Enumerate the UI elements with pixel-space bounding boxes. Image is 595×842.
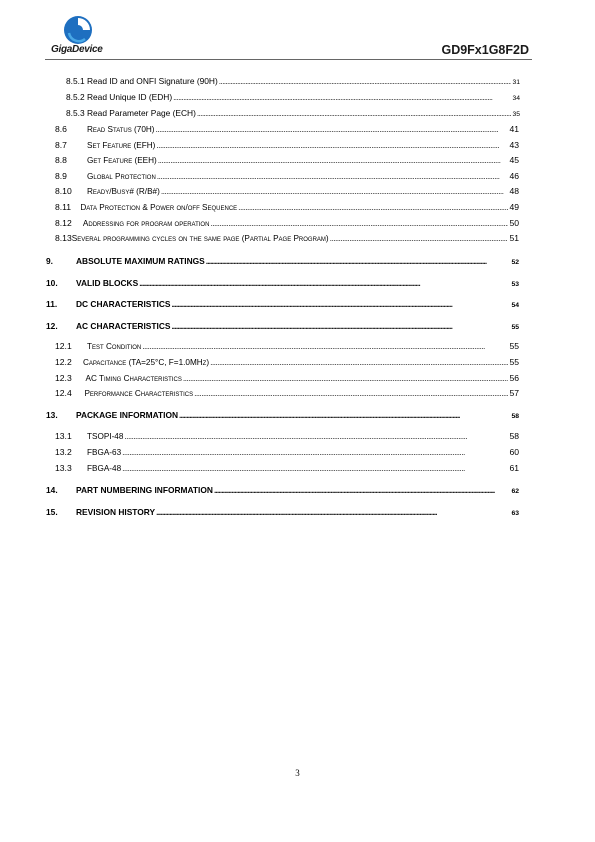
toc-entry-number: 12.3 — [55, 373, 72, 383]
toc-entry-title: TSOPI-48 — [87, 432, 124, 441]
toc-leader-dots — [156, 124, 509, 135]
toc-entry-title: PACKAGE INFORMATION — [76, 410, 179, 420]
toc-leader-dots — [210, 218, 508, 229]
toc-entry-title: 8.5.1 Read ID and ONFI Signature (90H) — [66, 76, 218, 86]
toc-entry-number: 12. — [46, 321, 58, 331]
toc-entry-title: PART NUMBERING INFORMATION — [76, 485, 213, 495]
toc-entry-title: Get Feature (EEH) — [87, 156, 157, 165]
toc-leader-dots — [214, 485, 511, 496]
toc-entry-number: 8.6 — [55, 124, 67, 134]
toc-entry-page: 61 — [509, 463, 519, 473]
toc-entry-page: 52 — [511, 259, 519, 266]
toc-entry[interactable] — [55, 155, 519, 166]
toc-entry-page: 31 — [512, 79, 520, 86]
toc-entry[interactable] — [46, 278, 519, 290]
toc-entry-title: REVISION HISTORY — [76, 507, 156, 517]
toc-entry[interactable] — [66, 76, 520, 88]
toc-leader-dots — [173, 92, 511, 103]
toc-entry[interactable] — [55, 218, 519, 229]
toc-entry-page: 55 — [509, 341, 519, 351]
toc-entry-title: Set Feature (EFH) — [87, 141, 156, 150]
toc-entry-page: 48 — [509, 186, 519, 196]
toc-entry-title: ABSOLUTE MAXIMUM RATINGS — [76, 256, 205, 266]
toc-entry-title: Addressing for program operation — [82, 219, 210, 228]
toc-leader-dots — [206, 256, 511, 267]
toc-leader-dots — [142, 341, 508, 352]
toc-entry-page: 53 — [511, 281, 519, 288]
toc-leader-dots — [171, 321, 510, 332]
toc-leader-dots — [194, 388, 508, 399]
toc-entry[interactable] — [55, 202, 519, 213]
toc-entry[interactable] — [55, 388, 519, 399]
toc-entry-page: 58 — [509, 431, 519, 441]
toc-entry-number: 8.11 — [55, 202, 72, 212]
toc-leader-dots — [219, 76, 512, 87]
toc-leader-dots — [158, 155, 509, 166]
toc-entry-page: 51 — [509, 233, 519, 243]
toc-entry[interactable] — [46, 507, 519, 519]
toc-entry-title: Capacitance (TA=25°C, F=1.0MHz) — [82, 358, 210, 367]
toc-entry[interactable] — [55, 171, 519, 182]
toc-entry[interactable] — [66, 92, 520, 104]
toc-entry[interactable] — [55, 373, 519, 384]
toc-entry-page: 35 — [512, 111, 520, 118]
toc-entry-number: 13.1 — [55, 431, 72, 441]
toc-entry-number: 13.3 — [55, 463, 72, 473]
toc-leader-dots — [161, 186, 509, 197]
toc-entry-title: Performance Characteristics — [84, 389, 194, 398]
toc-leader-dots — [156, 140, 508, 151]
toc-entry[interactable] — [55, 341, 519, 352]
gigadevice-logo-icon — [63, 15, 93, 45]
toc-entry-page: 34 — [512, 95, 520, 102]
toc-entry-title: DC CHARACTERISTICS — [76, 299, 171, 309]
document-title: GD9Fx1G8F2D — [441, 43, 529, 57]
toc-leader-dots — [171, 299, 510, 310]
toc-entry-title: 8.5.3 Read Parameter Page (ECH) — [66, 108, 196, 118]
toc-entry[interactable] — [55, 447, 519, 458]
toc-leader-dots — [157, 171, 509, 182]
toc-entry-number: 8.7 — [55, 140, 67, 150]
toc-entry[interactable] — [55, 140, 519, 151]
toc-entry-number: 8.12 — [55, 218, 72, 228]
toc-entry-number: 12.4 — [55, 388, 72, 398]
toc-entry-page: 50 — [509, 218, 519, 228]
toc-entry-page: 54 — [511, 302, 519, 309]
toc-entry[interactable] — [66, 108, 520, 120]
toc-entry[interactable] — [46, 256, 519, 268]
toc-entry-title: AC CHARACTERISTICS — [76, 321, 171, 331]
toc-entry[interactable] — [46, 321, 519, 333]
header-divider — [45, 59, 532, 60]
toc-leader-dots — [139, 278, 510, 289]
toc-leader-dots — [238, 202, 508, 213]
toc-entry-number: 8.13 — [55, 233, 72, 243]
toc-leader-dots — [124, 431, 508, 442]
toc-entry-number: 15. — [46, 507, 58, 517]
toc-entry-number: 14. — [46, 485, 58, 495]
toc-entry-number: 12.1 — [55, 341, 72, 351]
toc-entry[interactable] — [55, 186, 519, 197]
toc-entry-number: 8.9 — [55, 171, 67, 181]
toc-entry-number: 12.2 — [55, 357, 72, 367]
toc-entry-page: 43 — [509, 140, 519, 150]
toc-entry[interactable] — [55, 124, 519, 135]
toc-leader-dots — [122, 447, 508, 458]
company-logo-text: GigaDevice — [51, 44, 103, 55]
toc-entry-title: FBGA-63 — [87, 448, 122, 457]
page-header — [0, 0, 595, 62]
toc-entry[interactable] — [55, 357, 519, 368]
toc-entry-title: Global Protection — [87, 172, 156, 181]
toc-entry[interactable] — [55, 233, 519, 244]
toc-entry-number: 13. — [46, 410, 58, 420]
toc-entry-page: 62 — [511, 488, 519, 495]
toc-entry-page: 63 — [511, 510, 519, 517]
toc-entry-title: Read Status (70H) — [87, 125, 155, 134]
toc-entry-page: 55 — [509, 357, 519, 367]
toc-entry-page: 55 — [511, 324, 519, 331]
toc-leader-dots — [210, 357, 508, 368]
toc-entry-page: 49 — [509, 202, 519, 212]
toc-entry-page: 45 — [509, 155, 519, 165]
toc-leader-dots — [330, 233, 509, 244]
toc-entry[interactable] — [46, 485, 519, 497]
toc-entry[interactable] — [55, 431, 519, 442]
toc-leader-dots — [179, 410, 510, 421]
toc-leader-dots — [122, 463, 508, 474]
toc-entry-title: AC Timing Characteristics — [85, 374, 182, 383]
toc-leader-dots — [156, 507, 510, 518]
toc-entry-number: 11. — [46, 299, 58, 309]
toc-entry-page: 57 — [509, 388, 519, 398]
toc-entry-title: Data Protection & Power on/off Sequence — [80, 203, 238, 212]
toc-leader-dots — [183, 373, 509, 384]
toc-entry-page: 58 — [511, 413, 519, 420]
toc-entry-title: VALID BLOCKS — [76, 278, 139, 288]
toc-entry-title: Ready/Busy# (R/B#) — [87, 187, 160, 196]
toc-entry-number: 13.2 — [55, 447, 72, 457]
toc-entry-title: 8.5.2 Read Unique ID (EDH) — [66, 92, 173, 102]
toc-entry-page: 60 — [509, 447, 519, 457]
toc-entry[interactable] — [46, 410, 519, 422]
toc-entry[interactable] — [55, 463, 519, 474]
toc-entry-number: 8.10 — [55, 186, 72, 196]
toc-entry-page: 41 — [509, 124, 519, 134]
toc-entry-title: FBGA-48 — [87, 464, 122, 473]
toc-entry-number: 9. — [46, 256, 53, 266]
toc-entry-title: Several programming cycles on the same page (Partial Page Program) — [71, 234, 329, 243]
toc-entry-page: 56 — [509, 373, 519, 383]
toc-entry-title: Test Condition — [87, 342, 142, 351]
page-number: 3 — [295, 768, 300, 778]
toc-entry-number: 10. — [46, 278, 58, 288]
toc-entry[interactable] — [46, 299, 519, 311]
toc-leader-dots — [197, 108, 512, 119]
toc-entry-page: 46 — [509, 171, 519, 181]
toc-entry-number: 8.8 — [55, 155, 67, 165]
